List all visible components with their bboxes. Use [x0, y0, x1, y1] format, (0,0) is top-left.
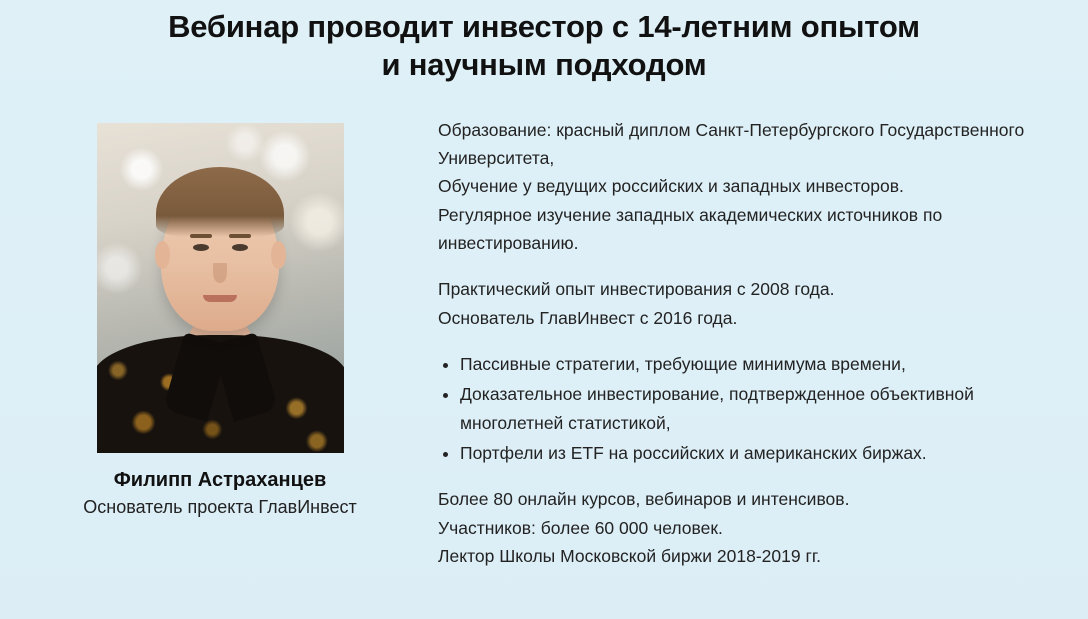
bio-bullet-list [438, 350, 1048, 467]
speaker-photo [97, 123, 344, 453]
speaker-role: Основатель проекта ГлавИнвест [83, 496, 357, 517]
list-item: • Доказательное инвестирование, подтвержденное объективной многолетней статистикой, [460, 380, 1048, 437]
speaker-name: Филипп Астраханцев [113, 468, 327, 491]
bio-stats-line-3: Лектор Школы Московской биржи 2018-2019 гг. [438, 546, 821, 567]
list-item: • Пассивные стратегии, требующие минимума времени, [460, 350, 1048, 378]
bio-experience [438, 275, 1048, 332]
page-title [0, 0, 1088, 84]
bio-experience-line-2: Основатель ГлавИнвест с 2016 года. [438, 307, 738, 328]
bio-experience-line-1: Практический опыт инвестирования с 2008 года. [438, 279, 835, 300]
photo-ear-right [271, 241, 286, 269]
photo-brow-right [229, 234, 251, 238]
photo-mouth [203, 295, 237, 302]
bio-stats-line-2: Участников: более 60 000 человек. [438, 517, 723, 538]
photo-brow-left [190, 234, 212, 238]
photo-eye-right [232, 244, 248, 251]
bio-education-line-3: Обучение у ведущих российских и западных инвесторов. [438, 176, 904, 197]
page-title-line-1: Вебинар проводит инвестор с 14-летним опытом [168, 9, 920, 44]
list-item: • Портфели из ETF на российских и американских биржах. [460, 439, 1048, 467]
bio-education-line-4: Регулярное изучение западных академических источников [438, 204, 919, 225]
bio-stats [438, 485, 1048, 570]
photo-eye-left [193, 244, 209, 251]
speaker-bio [400, 114, 1048, 571]
bio-stats-line-1: Более 80 онлайн курсов, вебинаров и интенсивов. [438, 489, 850, 510]
bio-education-line-1: Образование: красный диплом Санкт-Петербургского [438, 119, 875, 140]
bio-education [438, 116, 1048, 258]
page-title-line-2: и научным подходом [381, 46, 707, 82]
speaker-profile [40, 114, 400, 518]
photo-ear-left [155, 241, 170, 269]
photo-nose [213, 263, 227, 283]
bio-education-line-2: Государственного Университета, [438, 119, 1025, 168]
speaker-content [0, 84, 1088, 571]
bio-education-line-5: по инвестированию. [438, 204, 943, 253]
